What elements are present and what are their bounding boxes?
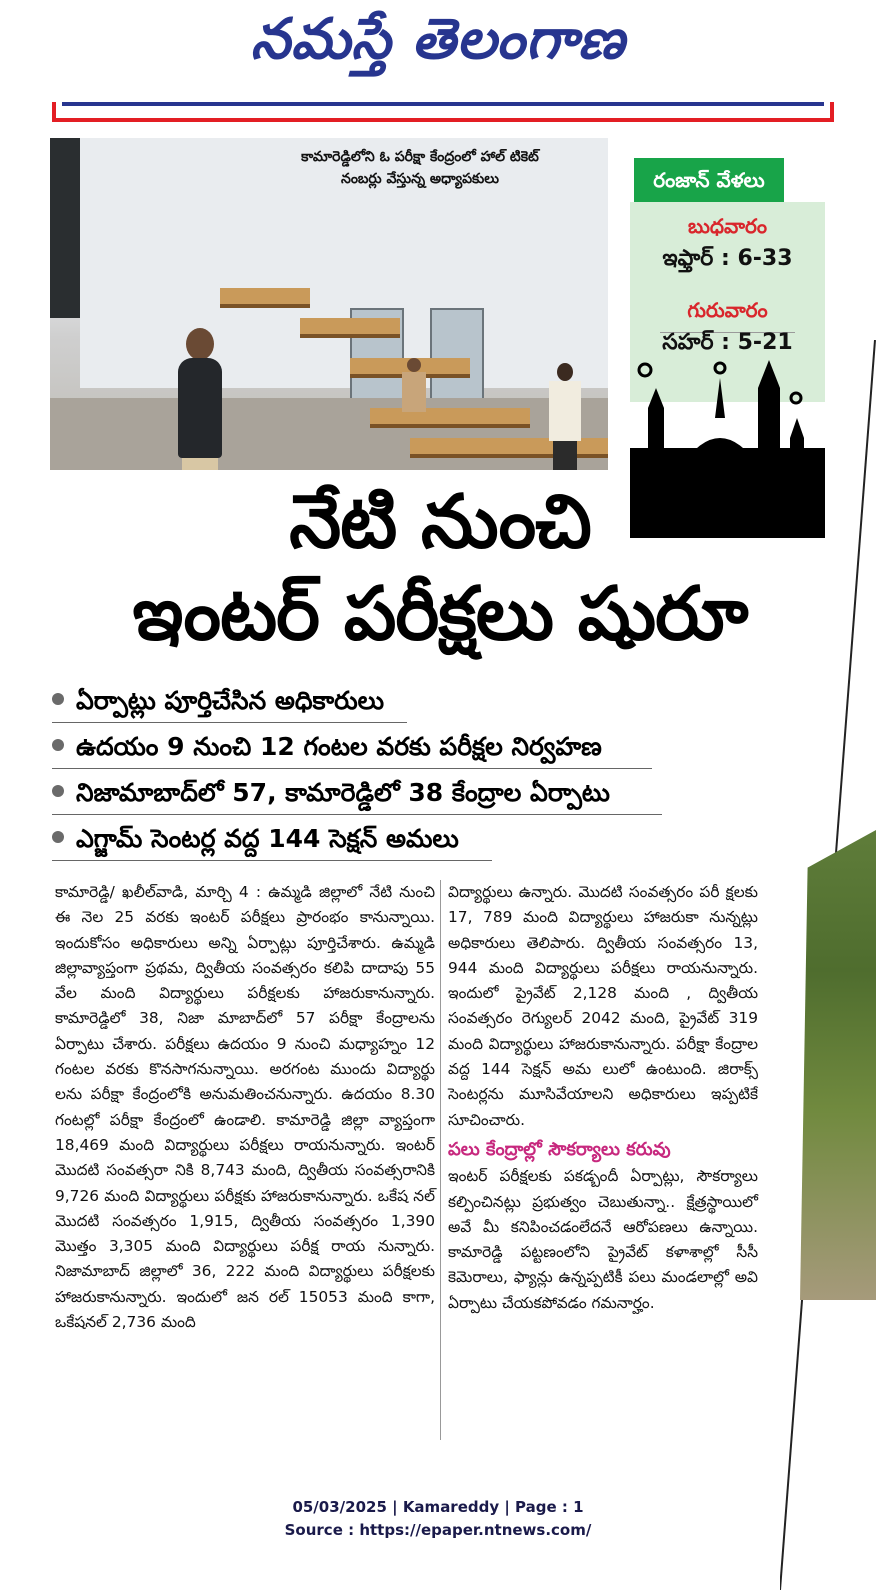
masthead-rule <box>62 102 824 106</box>
bullet-item: ఉదయం 9 నుంచి 12 గంటల వరకు పరీక్షల నిర్వహణ <box>52 728 652 769</box>
adjacent-article-photo <box>800 830 876 1300</box>
ramzan-iftar-time: ఇఫ్తార్ : 6-33 <box>662 246 793 271</box>
bullet-item: ఎగ్జామ్ సెంటర్ల వద్ద 144 సెక్షన్ అమలు <box>52 820 492 861</box>
ramzan-sahar-time: సహర్ : 5-21 <box>662 330 793 355</box>
ramzan-day-thursday: గురువారం <box>687 298 768 322</box>
headline-line1: నేటి నుంచి <box>289 479 591 565</box>
main-headline <box>40 476 840 660</box>
photo-person-lecturer <box>545 363 585 470</box>
bullet-dot-icon <box>52 831 64 843</box>
photo-caption-line1: కామారెడ్డిలోని ఓ పరీక్షా కేంద్రంలో హాల్ టికెట్ <box>301 149 539 165</box>
newspaper-logo: నమస్తే తెలంగాణ <box>250 6 626 72</box>
footer-date-edition: 05/03/2025 | Kamareddy | Page : 1 <box>292 1498 584 1516</box>
column-divider <box>440 880 441 1440</box>
bullet-item: ఏర్పాట్లు పూర్తిచేసిన అధికారులు <box>52 682 407 723</box>
photo-caption-line2: నంబర్లు వేస్తున్న అధ్యాపకులు <box>341 171 499 187</box>
bullet-dot-icon <box>52 785 64 797</box>
photo-person-staff <box>400 358 428 418</box>
article-right-text: విద్యార్థులు ఉన్నారు. మొదటి సంవత్సరం పరీ క్షలకు 17, 789 మంది విద్యార్థులు హాజరుకా నున్నట్లు అధికారులు తెలిపారు. ద్వితీయ సంవత్సరం 13, 944 మంది విద్యార్థులు పరీక్షలు రాయనున్నారు. ఇందులో ప్రైవేట్ 2,128 మంది , ద్వితీయ సంవత్సరం రెగ్యులర్ 2042 మంది, ప్రైవేట్ 319 మంది విద్యార్థులు హాజరుకానున్నారు. పరీక్షా కేంద్రాల వద్ద 144 సెక్షన్ అమ లులో ఉంటుంది. జిరాక్స్ సెంటర్లను మూసివేయాలని అధికారులు ఇప్పటికే సూచించారు. <box>448 883 758 1129</box>
masthead <box>0 0 876 90</box>
ramzan-title: రంజాన్ వేళలు <box>634 158 784 202</box>
photo-person-teacher <box>170 328 230 470</box>
photo-blackboard <box>50 138 80 318</box>
article-column-right <box>448 880 758 1316</box>
headline-line2: ఇంటర్ పరీక్షలు షురూ <box>132 571 748 657</box>
ramzan-day-wednesday: బుధవారం <box>688 214 767 238</box>
article-right-text-2: ఇంటర్ పరీక్షలకు పకడ్బందీ ఏర్పాట్లు, సౌకర్యాలు కల్పించినట్లు ప్రభుత్వం చెబుతున్నా.. క్షేత్రస్థాయిలో అవే మీ కనిపించడంలేదనే ఆరోపణలు ఉన్నాయి. కామారెడ్డి పట్టణంలోని ప్రైవేట్ కళాశాల్లో సీసీ కెమెరాలు, ఫ్యాన్లు ఉన్నప్పటికీ పలు మండలాల్లో అవి ఏర్పాటు చేయకపోవడం గమనార్హం. <box>448 1167 758 1312</box>
bullet-item: నిజామాబాద్‌లో 57, కామారెడ్డిలో 38 కేంద్రాల ఏర్పాటు <box>52 774 662 815</box>
article-column-left <box>55 880 435 1335</box>
photo-bench <box>370 408 530 428</box>
bullet-dot-icon <box>52 739 64 751</box>
photo-caption <box>240 146 600 190</box>
photo-bench <box>220 288 310 308</box>
footer-source-link[interactable]: Source : https://epaper.ntnews.com/ <box>284 1521 592 1539</box>
article-left-text: కామారెడ్డి/ ఖలీల్‌వాడి, మార్చి 4 : ఉమ్మడి జిల్లాలో నేటి నుంచి ఈ నెల 25 వరకు ఇంటర్ పరీక్షలు ప్రారంభం కానున్నాయి. ఇందుకోసం అధికారులు అన్ని ఏర్పాట్లు పూర్తిచేశారు. ఉమ్మడి జిల్లావ్యాప్తంగా ప్రథమ, ద్వితీయ సంవత్సరం కలిపి దాదాపు 55 వేల మంది విద్యార్థులు పరీక్షలకు హాజరుకానున్నారు. కామారెడ్డిలో 38, నిజా మాబాద్‌లో 57 పరీక్షా కేంద్రాలను ఏర్పాటు చేశారు. పరీక్షలు ఉదయం 9 నుంచి మధ్యాహ్నం 12 గంటల వరకు కొనసాగనున్నాయి. అరగంట ముందు విద్యార్థు లను పరీక్షా కేంద్రంలోకి అనుమతించనున్నారు. ఉదయం 8.30 గంటల్లో పరీక్షా కేంద్రంలో ఉండాలి. కామారెడ్డి జిల్లా వ్యాప్తంగా 18,469 మంది విద్యార్థులు పరీక్షలు రాయనున్నారు. ఇంటర్ మొదటి సంవత్సరా నికి 8,743 మంది, ద్వితీయ సంవత్సరానికి 9,726 మంది విద్యార్థులు పరీక్షకు హాజరుకానున్నారు. ఒకేష నల్ మొదటి సంవత్సరం 1,915, ద్వితీయ సంవత్సరం 1,390 మొత్తం 3,305 మంది విద్యార్థులు పరీక్ష రాయ నున్నారు. నిజామాబాద్ జిల్లాలో 36, 222 మంది విద్యార్థులు పరీక్షలకు హాజరుకానున్నారు. ఇందులో జన రల్ 15053 మంది కాగా, ఒకేషనల్ 2,736 మంది <box>55 883 435 1332</box>
bullet-dot-icon <box>52 693 64 705</box>
photo-bench <box>300 318 400 338</box>
article-subheading: పలు కేంద్రాల్లో సౌకర్యాలు కరువు <box>448 1138 671 1160</box>
